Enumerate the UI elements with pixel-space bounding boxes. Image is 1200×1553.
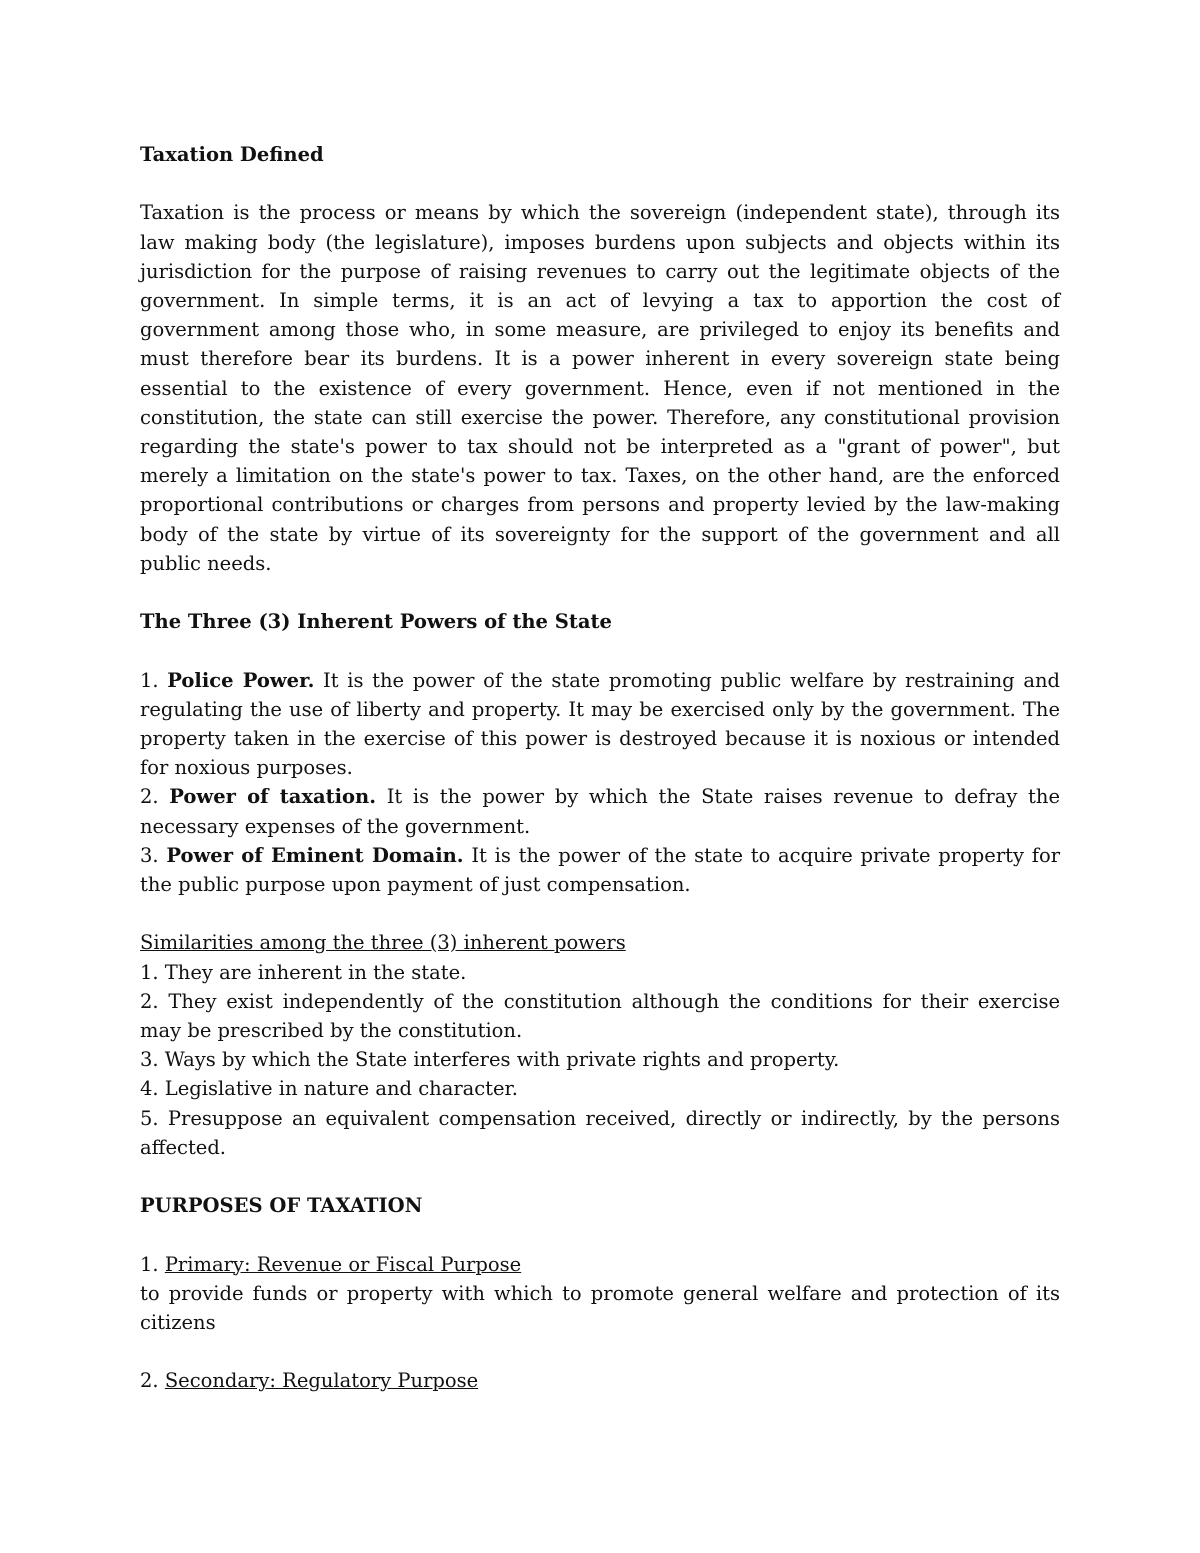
- power-description: It is the power by which the State raises revenue to defray the necessary expenses of the government.: [140, 785, 1060, 838]
- heading-inherent-powers: The Three (3) Inherent Powers of the State: [140, 610, 612, 634]
- power-description: It is the power of the state promoting public welfare by restraining and regulating the use of liberty and property. It may be exercised only by the government. The property taken in the exercise of this power is destroyed because it is noxious or intended for noxious purposes.: [140, 668, 1060, 780]
- power-number: 3.: [140, 843, 159, 867]
- power-description: It is the power of the state to acquire private property for the public purpose upon payment of just compensation.: [140, 843, 1061, 897]
- document-page: [140, 140, 1060, 1396]
- heading-taxation-defined: Taxation Defined: [140, 143, 324, 166]
- purpose-title: Primary: Revenue or Fiscal Purpose: [164, 1252, 522, 1276]
- power-term: Power of Eminent Domain.: [166, 843, 464, 867]
- power-number: 2.: [140, 785, 159, 809]
- heading-purposes-of-taxation: PURPOSES OF TAXATION: [140, 1194, 423, 1218]
- power-term: Power of taxation.: [169, 785, 377, 809]
- purpose-number: 2.: [140, 1369, 159, 1393]
- purpose-number: 1.: [140, 1252, 159, 1276]
- purpose-primary-description: to provide funds or property with which to promote general welfare and protection of its citizens: [140, 1281, 1060, 1335]
- purpose-primary-title: [140, 1250, 1060, 1279]
- similarity-item: 3. Ways by which the State interferes with private rights and property.: [140, 1048, 840, 1072]
- similarity-item: 1. They are inherent in the state.: [140, 960, 467, 984]
- power-term: Police Power.: [167, 668, 315, 692]
- power-number: 1.: [140, 668, 159, 692]
- taxation-definition-paragraph: Taxation is the process or means by which the sovereign (independent state), through its law making body (the legislature), imposes burdens upon subjects and objects within its jurisdiction for the purpose of raising revenues to carry out the legitimate objects of the government. In simple terms, it is an act of levying a tax to apportion the cost of government among those who, in some measure, are privileged to enjoy its benefits and must therefore bear its burdens. It is a power inherent in every sovereign state being essential to the existence of every government. Hence, even if not mentioned in the constitution, the state can still exercise the power. Therefore, any constitutional provision regarding the state's power to tax should not be interpreted as a "grant of power", but merely a limitation on the state's power to tax. Taxes, on the other hand, are the enforced proportional contributions or charges from persons and property levied by the law-making body of the state by virtue of its sovereignty for the support of the government and all public needs.: [140, 201, 1060, 575]
- power-item-taxation: [140, 782, 1060, 840]
- purpose-secondary-title: [140, 1366, 1060, 1395]
- purpose-title: Secondary: Regulatory Purpose: [164, 1369, 479, 1393]
- heading-similarities: Similarities among the three (3) inherent powers: [140, 931, 626, 955]
- similarity-item: 4. Legislative in nature and character.: [140, 1077, 518, 1101]
- power-item-police: [140, 666, 1060, 783]
- power-item-eminent-domain: [140, 841, 1060, 899]
- similarity-item: 2. They exist independently of the constitution although the conditions for their exercise may be prescribed by the constitution.: [140, 989, 1060, 1043]
- similarity-item: 5. Presuppose an equivalent compensation received, directly or indirectly, by the persons affected.: [140, 1106, 1060, 1159]
